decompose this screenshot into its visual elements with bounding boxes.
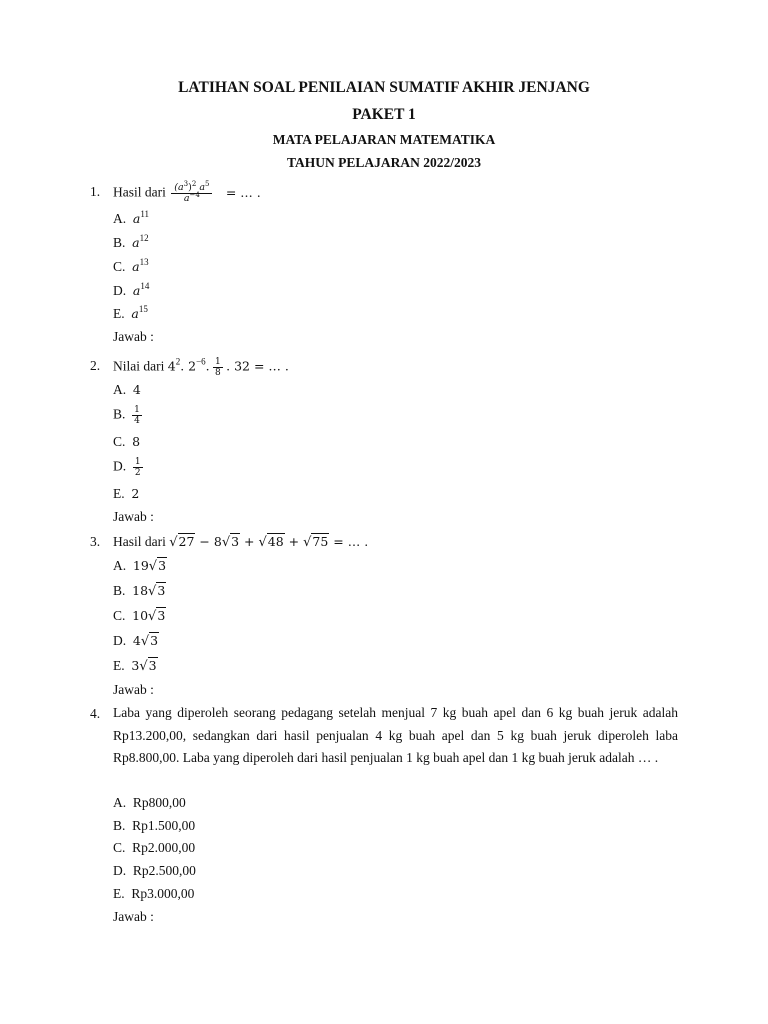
option-letter: A. [113,382,127,397]
question-number: 1. [90,184,101,199]
option-exp: 13 [139,257,149,267]
term-dot: . [205,358,210,374]
radicand: 27 [178,534,195,549]
option-value: 8 [132,434,141,449]
option-d[interactable] [113,457,143,478]
question-3-stem [113,533,368,552]
option-e[interactable] [113,305,148,323]
question-number: 4. [90,706,101,721]
square-root: √27 [169,534,195,550]
option-c[interactable] [113,258,149,276]
radicand: 3 [157,608,166,623]
square-root: √75 [303,534,329,550]
question-number: 2. [90,358,101,373]
option-value: 4 [132,382,141,397]
option-a[interactable] [113,210,149,228]
option-e[interactable] [113,485,139,503]
question-number: 3. [90,534,101,549]
frac-num: 1 [134,405,140,415]
square-root: √48 [258,534,284,550]
option-e[interactable] [113,657,158,676]
academic-year: TAHUN PELAJARAN 2022/2023 [286,155,481,170]
option-letter: C. [113,840,126,855]
option-c[interactable] [113,433,140,451]
option-letter: D. [113,633,127,648]
frac-num-base: (a [174,182,184,193]
option-base: a [132,235,140,250]
frac-den-exp: −4 [189,191,200,199]
square-root: √3 [148,608,166,624]
option-a[interactable] [113,794,186,812]
option-letter: E. [113,658,125,673]
radicand: 3 [231,534,240,549]
fraction [171,180,212,204]
frac-num-exp: 2 [191,180,197,188]
fraction [133,457,143,478]
option-letter: D. [113,283,127,298]
option-value: Rp800,00 [132,795,186,810]
question-2-stem [113,357,289,378]
option-letter: C. [113,434,126,449]
option-value: 2 [131,486,140,501]
package-title: PAKET 1 [352,106,416,123]
operator: + [284,534,304,549]
option-exp: 11 [140,209,149,219]
frac-num: 1 [215,357,221,367]
radicand: 3 [150,633,159,648]
option-letter: B. [113,818,126,833]
option-letter: E. [113,306,125,321]
frac-num: 1 [134,457,141,467]
option-letter: C. [113,608,126,623]
fraction [132,405,142,426]
option-d[interactable] [113,282,149,300]
operator: + [240,534,259,549]
question-prefix: Nilai dari [113,358,165,374]
frac-num-exp: 3 [183,180,189,188]
option-letter: B. [113,235,126,250]
option-b[interactable] [113,405,142,426]
document-title: LATIHAN SOAL PENILAIAN SUMATIF AKHIR JENJANG [178,79,590,96]
option-exp: 15 [138,304,148,314]
option-letter: C. [113,259,126,274]
square-root: √3 [221,534,240,550]
option-coef: 3 [131,658,140,673]
option-letter: D. [113,863,127,878]
answer-label: Jawab : [113,682,154,697]
radicand: 48 [267,534,284,549]
option-letter: B. [113,583,126,598]
option-c[interactable] [113,839,195,857]
option-b[interactable] [113,234,149,252]
option-a[interactable] [113,557,167,576]
option-letter: A. [113,795,127,810]
option-base: a [131,306,139,321]
frac-den: 2 [134,468,141,478]
option-value: Rp3.000,00 [131,886,195,901]
question-suffix: = … . [329,534,369,549]
option-coef: 4 [132,633,141,648]
radicand: 3 [158,558,167,573]
option-coef: 18 [132,583,149,598]
option-value: Rp2.500,00 [132,863,196,878]
option-e[interactable] [113,885,194,903]
frac-den-base: a [183,193,190,204]
frac-num-exp: 5 [204,180,210,188]
square-root: √3 [148,583,166,599]
option-d[interactable] [113,632,159,651]
option-value: Rp1.500,00 [132,818,196,833]
radicand: 3 [157,583,166,598]
term-exp: −6 [196,356,206,367]
question-1-stem [113,180,261,204]
option-base: a [132,259,140,274]
frac-num-base: a [199,182,205,193]
option-base: a [132,283,141,298]
option-letter: A. [113,558,127,573]
option-coef: 19 [132,558,149,573]
subject-title: MATA PELAJARAN MATEMATIKA [272,132,496,147]
option-letter: D. [113,458,127,474]
option-exp: 12 [139,233,149,243]
option-b[interactable] [113,817,195,835]
term-base: . 2 [180,358,197,374]
option-base: a [132,211,141,226]
term-exp: 2 [175,356,181,367]
option-value: Rp2.000,00 [132,840,196,855]
question-prefix: Hasil dari [113,534,166,549]
option-b[interactable] [113,582,166,601]
frac-den: 4 [134,416,140,426]
square-root: √3 [139,658,157,674]
option-d[interactable] [113,862,196,880]
option-a[interactable] [113,381,141,399]
option-coef: 10 [132,608,149,623]
radicand: 75 [312,534,329,549]
answer-label: Jawab : [113,909,154,924]
question-suffix: = … . [225,184,261,200]
option-letter: B. [113,406,126,422]
operator: − 8 [195,534,222,549]
frac-den: 8 [215,368,221,378]
square-root: √3 [140,633,159,649]
option-exp: 14 [140,281,150,291]
option-letter: E. [113,886,125,901]
answer-label: Jawab : [113,329,154,344]
question-prefix: Hasil dari [113,184,166,200]
term-base: 4 [167,358,176,374]
square-root: √3 [148,558,167,574]
option-letter: E. [113,486,125,501]
frac-num-close: ) [188,182,192,193]
answer-label: Jawab : [113,509,154,524]
question-suffix: . 32 = … . [226,358,289,374]
radicand: 3 [148,658,157,673]
option-c[interactable] [113,607,166,626]
option-letter: A. [113,211,127,226]
question-4-stem: Laba yang diperoleh seorang pedagang setelah menjual 7 kg buah apel dan 6 kg buah jeruk adalah Rp13.200,00, sedangkan dari hasil penjualan 4 kg buah apel dan 5 kg buah jeruk diperoleh laba Rp8.800,00. Laba yang diperoleh dari hasil penjualan 1 kg buah apel dan 1 kg buah jeruk adalah … . [113,705,678,766]
fraction [213,357,223,378]
